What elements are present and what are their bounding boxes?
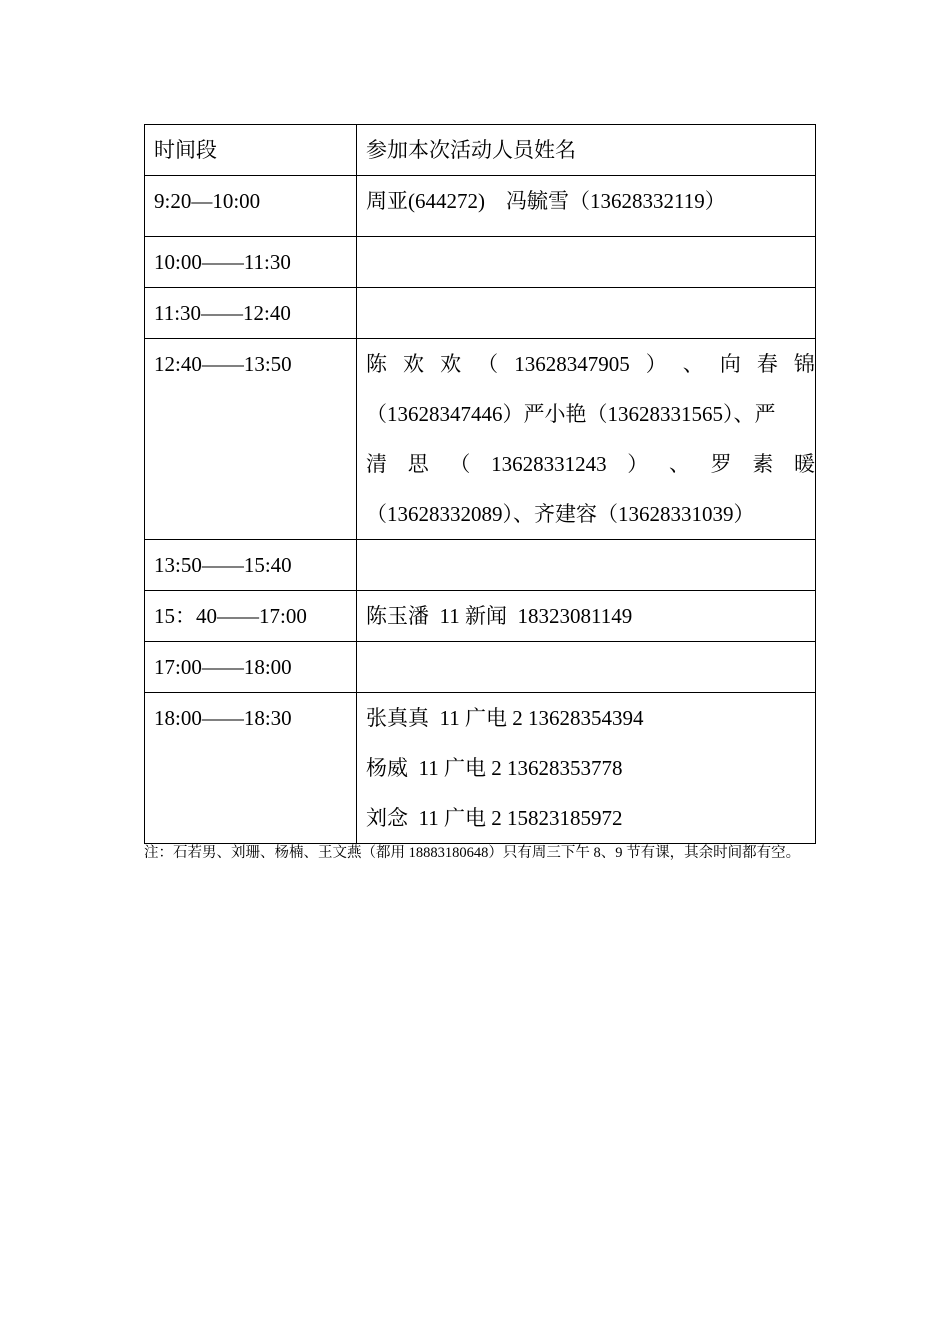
time-slot: 11:30——12:40 [154, 301, 291, 325]
participant-token: 清 [366, 452, 387, 476]
time-slot: 9:20—10:00 [154, 189, 261, 213]
participant-token: 13628331243 [491, 452, 607, 476]
table-row [145, 642, 816, 693]
participant-token: 素 [752, 452, 774, 476]
names-cell [357, 339, 816, 540]
table-row [145, 591, 816, 642]
time-slot: 13:50——15:40 [154, 553, 292, 577]
time-cell [145, 288, 357, 339]
header-time-cell [145, 125, 357, 176]
participant-token: 思 [407, 452, 429, 476]
footnote: 注：石若男、刘珊、杨楠、王文燕（都用 18883180648）只有周三下午 8、9 节有课，其余时间都有空。 [144, 845, 801, 861]
names-cell [357, 288, 816, 339]
time-cell [145, 176, 357, 237]
participant-token: 向 [719, 352, 741, 376]
participant-line: （13628347446）严小艳（13628331565）、严 [366, 402, 776, 426]
participant-token: 欢 [440, 352, 462, 376]
time-slot: 12:40——13:50 [154, 352, 292, 376]
time-slot: 18:00——18:30 [154, 706, 292, 730]
time-cell [145, 642, 357, 693]
participant-line: 陈玉潘 11 新闻 18323081149 [366, 604, 633, 628]
time-cell [145, 540, 357, 591]
header-names-label: 参加本次活动人员姓名 [366, 138, 576, 162]
participant-line [366, 439, 815, 489]
participant-line: 杨威 11 广电 2 13628353778 [366, 756, 623, 780]
participant-token: 、 [668, 452, 690, 476]
header-names-cell [357, 125, 816, 176]
header-time-label: 时间段 [154, 138, 217, 162]
table-row [145, 237, 816, 288]
time-slot: 15：40——17:00 [154, 604, 307, 628]
table-row [145, 288, 816, 339]
participant-line: 刘念 11 广电 2 15823185972 [366, 806, 623, 830]
participant-token: 春 [756, 352, 778, 376]
participant-token: 锦 [793, 352, 815, 376]
participant-token: ） [645, 352, 667, 376]
participant-line: 张真真 11 广电 2 13628354394 [366, 706, 644, 730]
participant-token: 暖 [794, 452, 815, 476]
names-cell [357, 591, 816, 642]
participant-token: 、 [682, 352, 704, 376]
participant-line: （13628332089）、齐建容（13628331039） [366, 502, 755, 526]
participant-line [366, 339, 815, 389]
time-slot: 17:00——18:00 [154, 655, 292, 679]
table-row [145, 176, 816, 237]
table-row [145, 339, 816, 540]
table-row [145, 693, 816, 844]
time-cell [145, 237, 357, 288]
names-cell [357, 693, 816, 844]
participant-token: （ [449, 452, 471, 476]
participant-token: 罗 [710, 452, 732, 476]
schedule-table [144, 124, 816, 844]
names-cell [357, 176, 816, 237]
time-cell [145, 693, 357, 844]
names-cell [357, 642, 816, 693]
time-slot: 10:00——11:30 [154, 250, 291, 274]
names-cell [357, 237, 816, 288]
participant-token: 陈 [366, 352, 387, 376]
participant-token: ） [627, 452, 649, 476]
participant-token: （ [477, 352, 499, 376]
participant-line: 周亚(644272) 冯毓雪（13628332119） [366, 189, 726, 213]
time-cell [145, 591, 357, 642]
participant-token: 13628347905 [514, 352, 630, 376]
names-cell [357, 540, 816, 591]
table-header-row [145, 125, 816, 176]
participant-token: 欢 [403, 352, 425, 376]
time-cell [145, 339, 357, 540]
table-row [145, 540, 816, 591]
